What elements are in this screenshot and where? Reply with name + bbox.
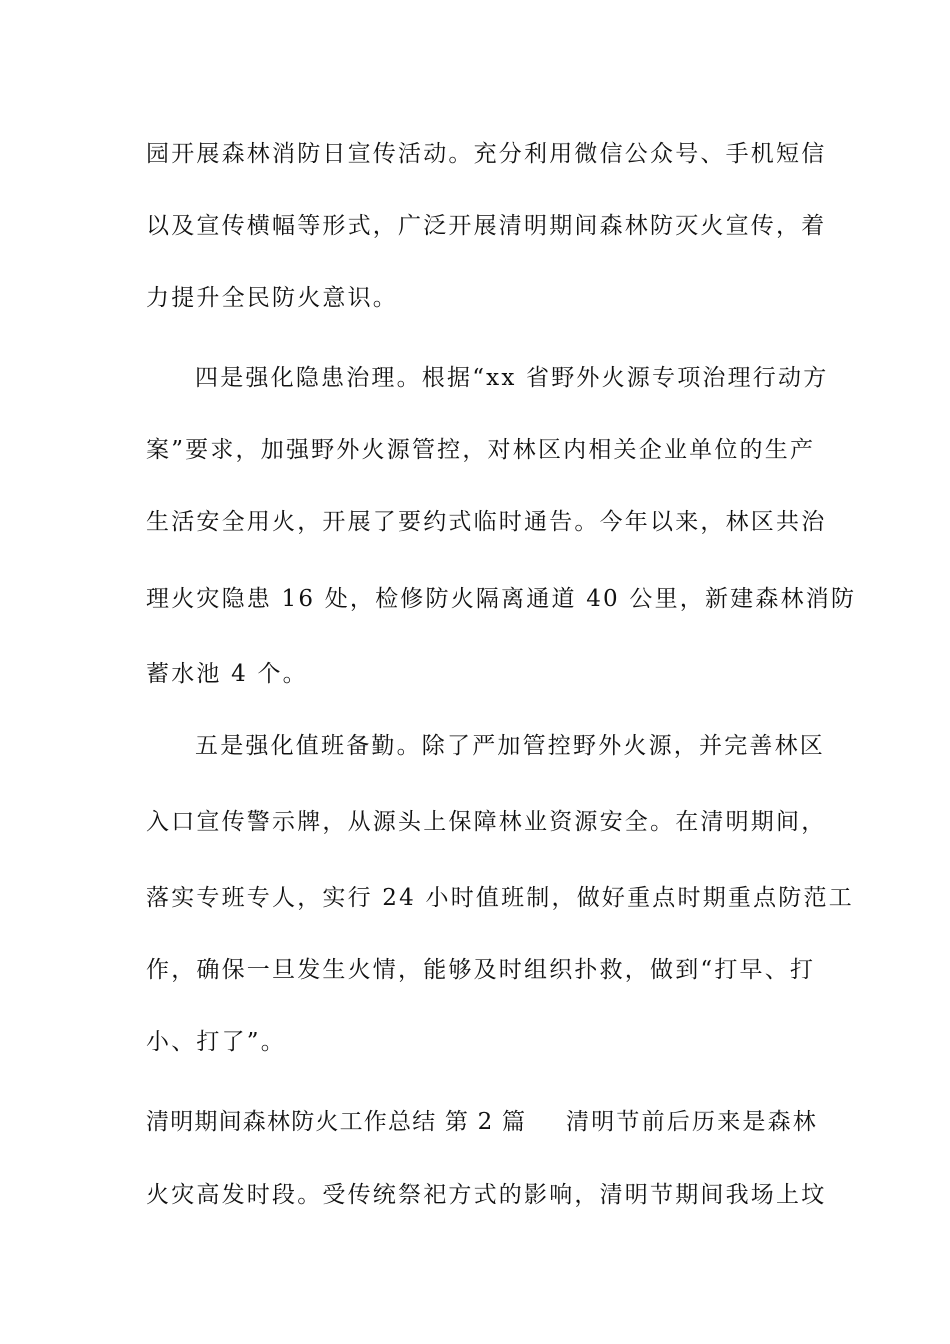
paragraph-line: 力提升全民防火意识。 <box>146 285 398 311</box>
paragraph-line: 落实专班专人，实行 24 小时值班制，做好重点时期重点防范工 <box>146 885 854 911</box>
paragraph-line: 理火灾隐患 16 处，检修防火隔离通道 40 公里，新建森林消防 <box>146 586 857 612</box>
paragraph-line: 入口宣传警示牌，从源头上保障林业资源安全。在清明期间， <box>146 809 827 835</box>
paragraph-line: 园开展森林消防日宣传活动。充分利用微信公众号、手机短信 <box>146 141 827 167</box>
paragraph-line: 五是强化值班备勤。除了严加管控野外火源，并完善林区 <box>195 733 825 759</box>
paragraph-line: 作，确保一旦发生火情，能够及时组织扑救，做到“打早、打 <box>146 957 816 983</box>
paragraph-line: 以及宣传横幅等形式，广泛开展清明期间森林防灭火宣传，着 <box>146 213 827 239</box>
section-heading-line <box>146 1107 818 1137</box>
section-heading: 清明期间森林防火工作总结 第 2 篇 <box>146 1109 527 1135</box>
section-first-line: 清明节前后历来是森林 <box>566 1109 818 1135</box>
paragraph-line: 案”要求，加强野外火源管控，对林区内相关企业单位的生产 <box>146 437 816 463</box>
paragraph-line: 蓄水池 4 个。 <box>146 661 308 687</box>
paragraph-line: 小、打了”。 <box>146 1029 286 1055</box>
paragraph-line: 火灾高发时段。受传统祭祀方式的影响，清明节期间我场上坟 <box>146 1182 827 1208</box>
paragraph-line: 生活安全用火，开展了要约式临时通告。今年以来，林区共治 <box>146 509 827 535</box>
paragraph-line: 四是强化隐患治理。根据“xx 省野外火源专项治理行动方 <box>195 365 829 391</box>
